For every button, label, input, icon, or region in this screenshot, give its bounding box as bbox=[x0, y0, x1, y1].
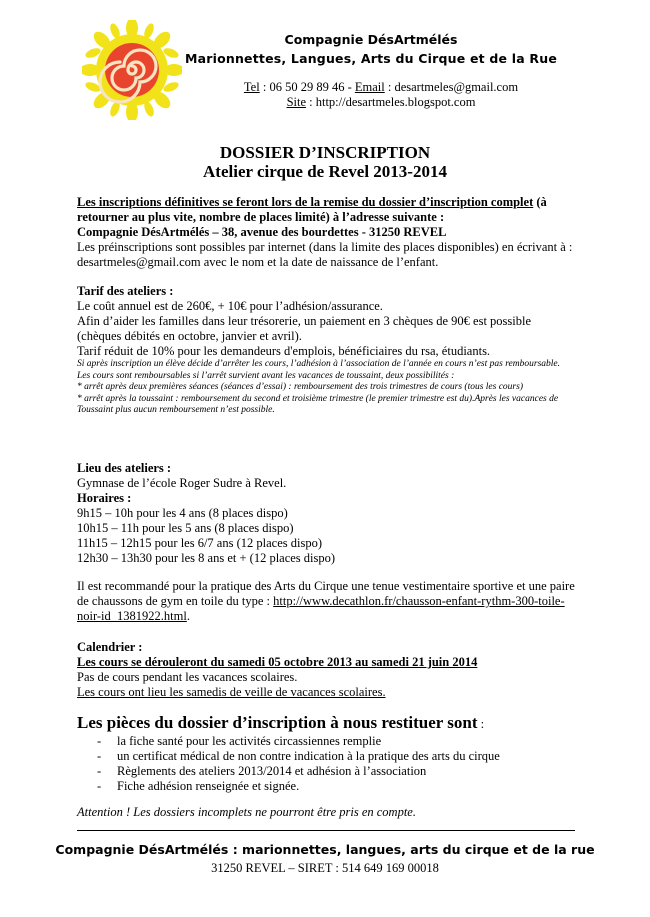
intro-underlined: Les inscriptions définitives se feront lors de la remise du dossier d’inscription complet bbox=[77, 195, 534, 209]
calendrier-section bbox=[77, 640, 577, 700]
intro-preinscription: Les préinscriptions sont possibles par internet (dans la limite des places disponibles) en écrivant à : desartmeles@gmail.com avec le nom et la date de naissance de l’enfant. bbox=[77, 240, 573, 269]
horaires-heading: Horaires : bbox=[77, 491, 132, 505]
document-subtitle: Atelier cirque de Revel 2013-2014 bbox=[203, 162, 447, 181]
calendrier-line-1: Les cours se dérouleront du samedi 05 octobre 2013 au samedi 21 juin 2014 bbox=[77, 655, 478, 669]
intro-address: Compagnie DésArtmélés – 38, avenue des bourdettes - 31250 REVEL bbox=[77, 225, 447, 239]
horaire-item: 9h15 – 10h pour les 4 ans (8 places dispo) bbox=[77, 506, 288, 520]
footer-company: Compagnie DésArtmélés : marionnettes, langues, arts du cirque et de la rue bbox=[55, 842, 595, 857]
tarif-note-2: Les cours sont remboursables si l’arrêt survient avant les vacances de toussaint, deux possibilités : bbox=[77, 370, 455, 381]
horaire-item: 10h15 – 11h pour les 5 ans (8 places dispo) bbox=[77, 521, 294, 535]
tarif-line-3: Tarif réduit de 10% pour les demandeurs d'emplois, bénéficiaires du rsa, étudiants. bbox=[77, 344, 491, 358]
pieces-item: - Règlements des ateliers 2013/2014 et adhésion à l’association bbox=[77, 764, 577, 779]
contact-block bbox=[0, 80, 650, 110]
tarif-section bbox=[77, 284, 577, 417]
horaire-item: 12h30 – 13h30 pour les 8 ans et + (12 places dispo) bbox=[77, 551, 336, 565]
pieces-colon: : bbox=[477, 717, 485, 731]
tarif-line-2: Afin d’aider les familles dans leur trésorerie, un paiement en 3 chèques de 90€ est possible (chèques débités en octobre, janvier et avril). bbox=[77, 314, 532, 343]
tarif-note-1: Si après inscription un élève décide d’arrêter les cours, l’adhésion à l’association de l’année en cours n’est pas remboursable. bbox=[77, 359, 561, 369]
lieu-section bbox=[77, 461, 577, 566]
calendrier-heading: Calendrier : bbox=[77, 640, 143, 654]
lieu-heading: Lieu des ateliers : bbox=[77, 461, 172, 475]
pieces-item: - Fiche adhésion renseignée et signée. bbox=[77, 779, 577, 794]
tel-label: Tel bbox=[243, 80, 260, 94]
pieces-heading: Les pièces du dossier d’inscription à nous restituer sont bbox=[77, 713, 478, 732]
attention-note: Attention ! Les dossiers incomplets ne pourront être pris en compte. bbox=[77, 805, 416, 819]
contact-line-site bbox=[112, 95, 650, 110]
calendrier-line-2: Pas de cours pendant les vacances scolaires. bbox=[77, 670, 298, 684]
tenue-text: Il est recommandé pour la pratique des Arts du Cirque une tenue vestimentaire sportive et une paire de chaussons de gym en toile du type : bbox=[77, 579, 575, 608]
email-value[interactable]: : desartmeles@gmail.com bbox=[384, 80, 519, 94]
email-label: Email bbox=[354, 80, 385, 94]
tarif-note-3: * arrêt après deux premières séances (séances d’essai) : remboursement des trois trimestres de cours (tous les cours) bbox=[77, 382, 523, 392]
contact-line-phone-email bbox=[112, 80, 650, 95]
tenue-section bbox=[77, 579, 577, 624]
tenue-end: . bbox=[186, 609, 190, 623]
pieces-section bbox=[77, 712, 577, 794]
pieces-item: - la fiche santé pour les activités circassiennes remplie bbox=[77, 734, 577, 749]
horaire-item: 11h15 – 12h15 pour les 6/7 ans (12 places dispo) bbox=[77, 536, 322, 550]
intro-section bbox=[77, 195, 577, 270]
tel-value: : 06 50 29 89 46 - bbox=[259, 80, 355, 94]
tarif-note-4: * arrêt après la toussaint : remboursement du second et troisième trimestre (le premier trimestre est du).Après les vacances de Toussaint plus aucun remboursement n’est possible. bbox=[77, 393, 559, 415]
tarif-line-1: Le coût annuel est de 260€, + 10€ pour l’adhésion/assurance. bbox=[77, 299, 383, 313]
decathlon-link[interactable]: http://www.decathlon.fr/chausson-enfant-rythm-300-toile-noir-id_1381922.html bbox=[77, 594, 565, 623]
company-subtitle: Marionnettes, Langues, Arts du Cirque et de la Rue bbox=[184, 51, 558, 66]
footer-divider bbox=[77, 830, 575, 831]
intro-bold-rest: (à retourner au plus vite, nombre de places limité) à l’adresse suivante : bbox=[77, 195, 547, 224]
document-title: DOSSIER D’INSCRIPTION bbox=[219, 143, 431, 162]
calendrier-line-3: Les cours ont lieu les samedis de veille de vacances scolaires. bbox=[77, 685, 386, 699]
tarif-heading: Tarif des ateliers : bbox=[77, 284, 174, 298]
site-value[interactable]: : http://desartmeles.blogspot.com bbox=[306, 95, 476, 109]
lieu-place: Gymnase de l’école Roger Sudre à Revel. bbox=[77, 476, 287, 490]
pieces-item: - un certificat médical de non contre indication à la pratique des arts du cirque bbox=[77, 749, 577, 764]
site-label: Site bbox=[286, 95, 307, 109]
footer-siret: 31250 REVEL – SIRET : 514 649 169 00018 bbox=[211, 861, 439, 875]
company-name: Compagnie DésArtmélés bbox=[284, 32, 458, 47]
